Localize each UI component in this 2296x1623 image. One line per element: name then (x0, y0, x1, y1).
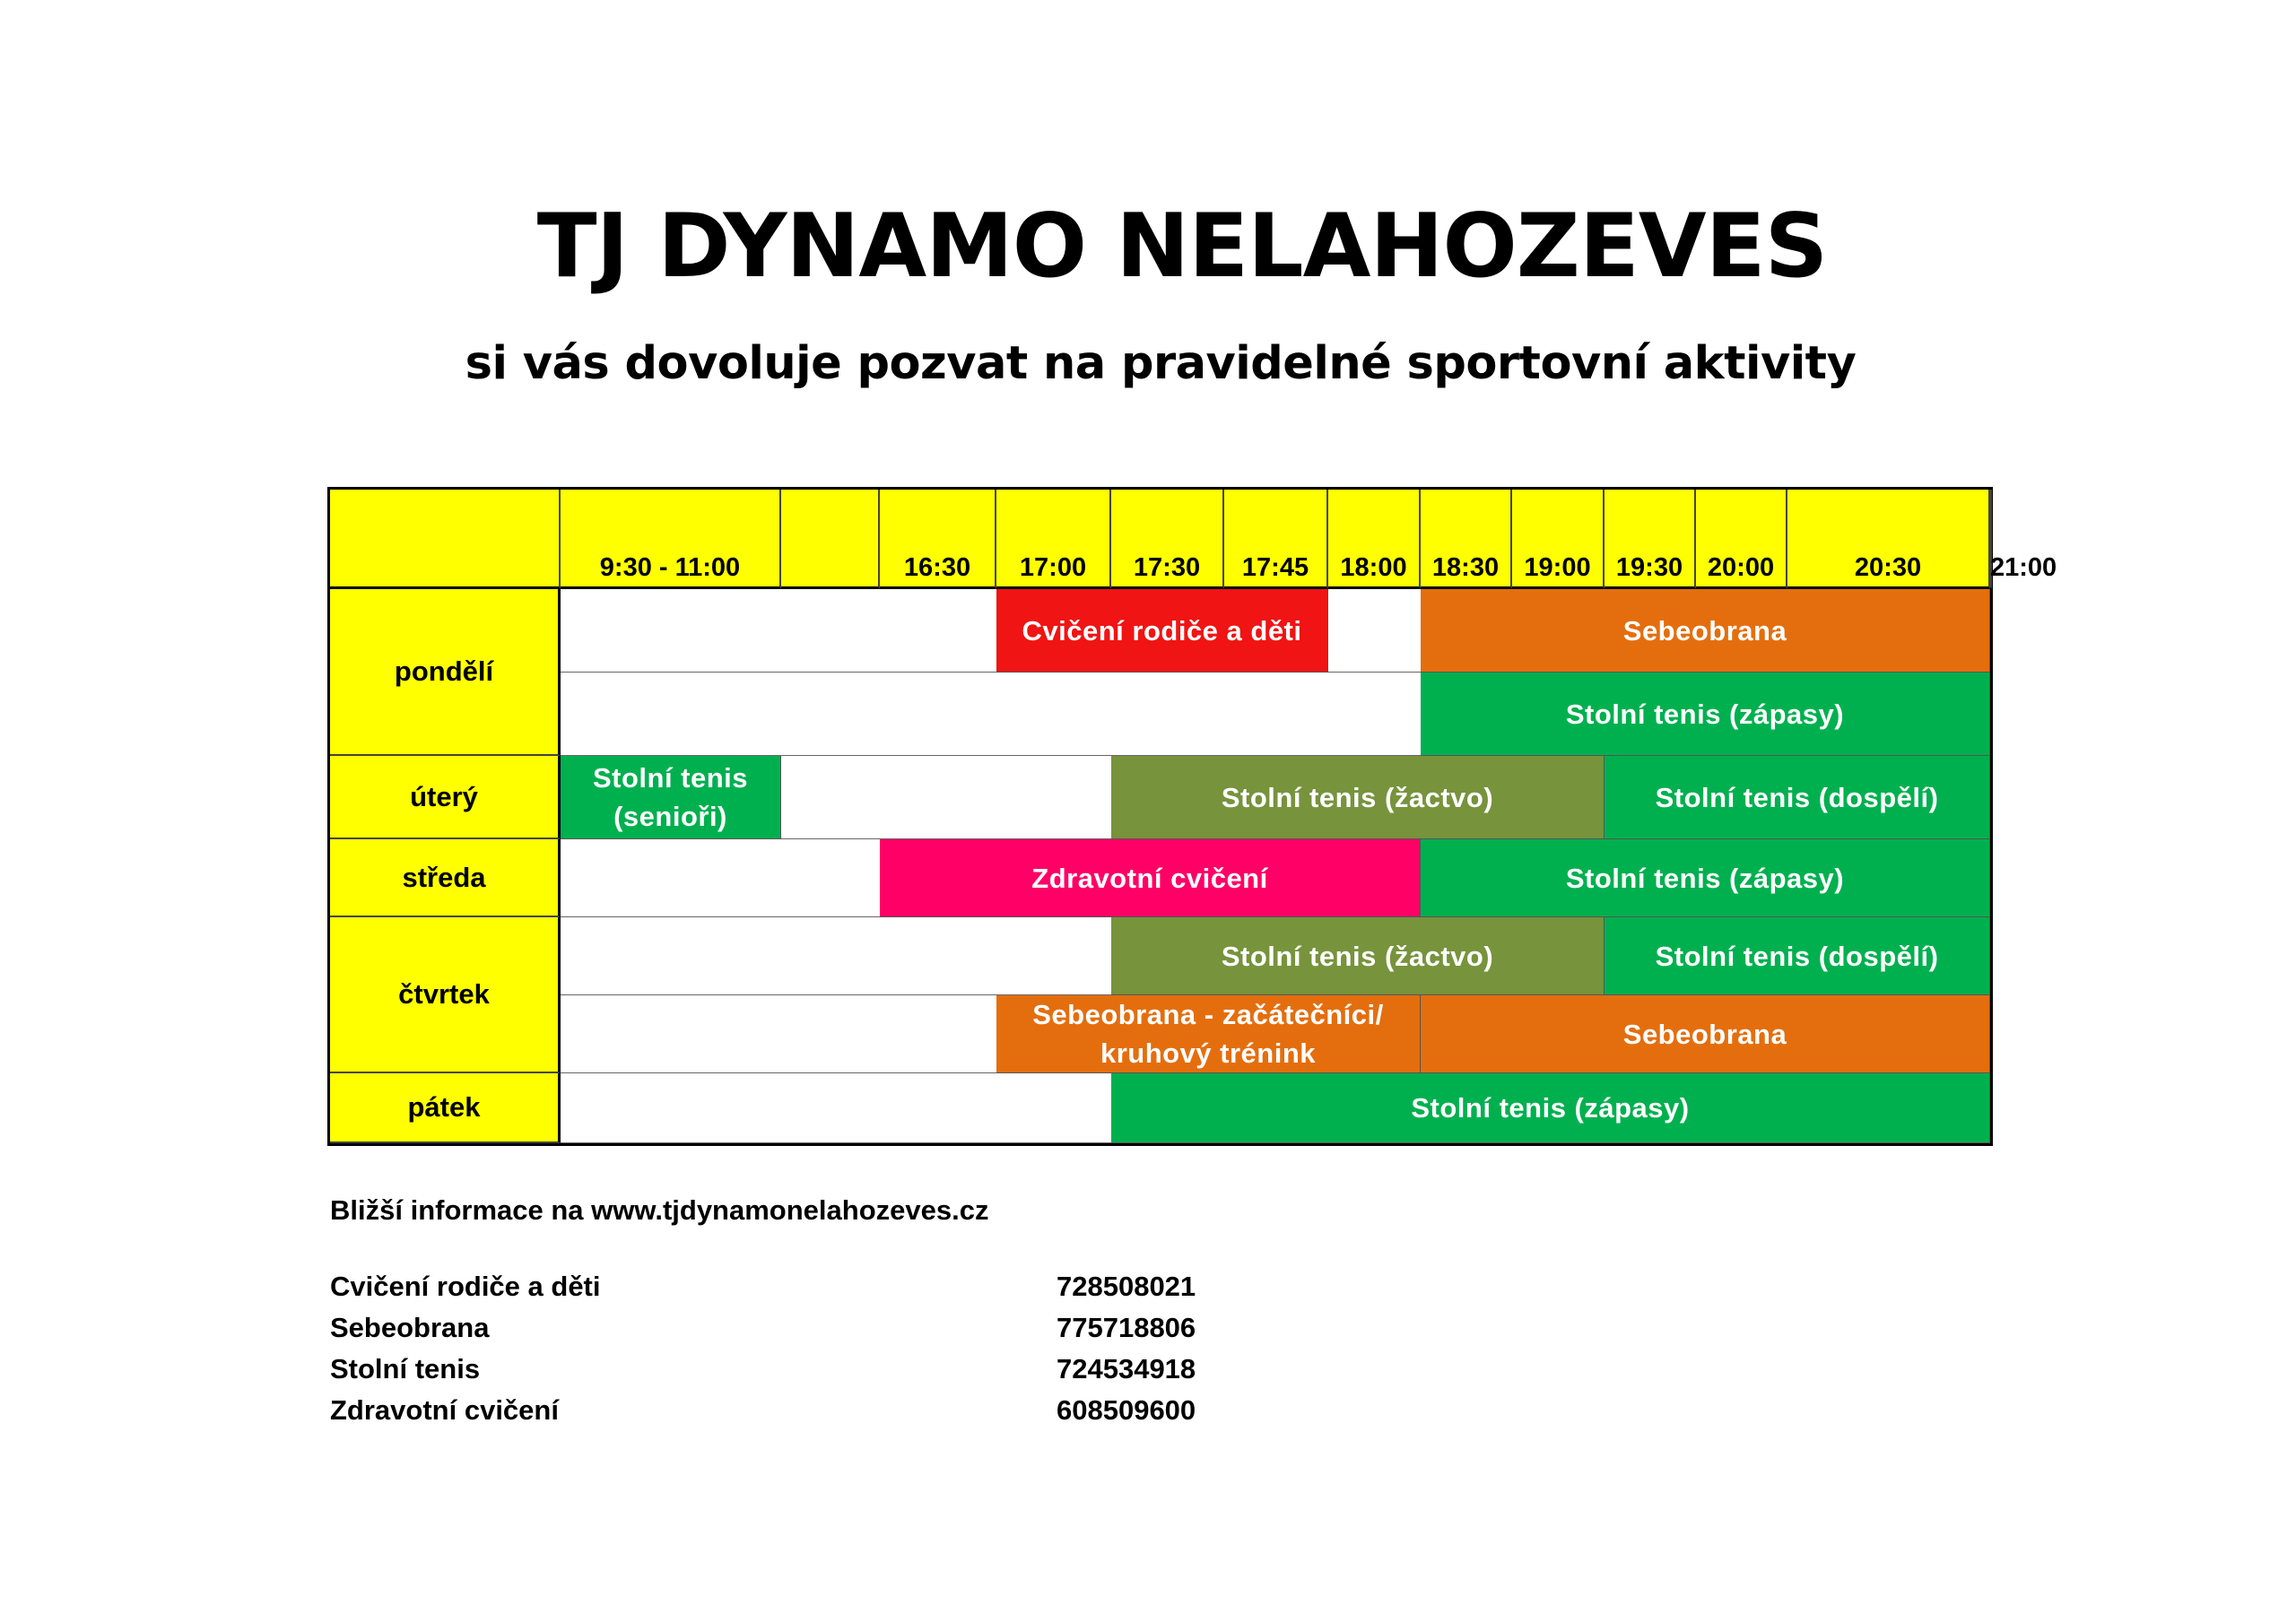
day-label: středa (330, 839, 561, 917)
day-label: čtvrtek (330, 917, 561, 1073)
activity-block: Stolní tenis (žactvo) (1111, 917, 1605, 995)
activity-block: Stolní tenis (dospělí) (1605, 917, 1990, 995)
contact-list (330, 1271, 1317, 1436)
day-label: pátek (330, 1073, 561, 1143)
schedule-table (327, 487, 2057, 1146)
contact-phone: 775718806 (1057, 1312, 1196, 1343)
time-header-cell (1787, 490, 1990, 589)
time-header-cell (880, 490, 996, 589)
time-header-cell (781, 490, 880, 589)
day-label: pondělí (330, 589, 561, 756)
time-label: 18:30 (1431, 553, 1500, 582)
contact-name: Cvičení rodiče a děti (330, 1271, 601, 1302)
info-line: Bližší informace na www.tjdynamonelahozeves.cz (330, 1194, 989, 1226)
time-label: 17:30 (1133, 553, 1201, 582)
time-header-cell (1421, 490, 1512, 589)
contact-name: Sebeobrana (330, 1312, 490, 1343)
activity-block: Stolní tenis (zápasy) (1421, 673, 1990, 756)
time-label: 20:30 (1854, 553, 1922, 582)
time-header-cell (1224, 490, 1328, 589)
activity-block: Stolní tenis (senioři) (561, 756, 781, 839)
time-label: 9:30 - 11:00 (599, 553, 741, 582)
time-header-cell: 21:00 (1990, 490, 1992, 589)
contact-name: Stolní tenis (330, 1353, 481, 1384)
contact-row (330, 1394, 1317, 1436)
activity-block: Stolní tenis (zápasy) (1111, 1073, 1990, 1143)
contact-phone: 724534918 (1057, 1353, 1196, 1384)
time-label: 16:30 (903, 553, 971, 582)
time-label: 20:00 (1707, 553, 1775, 582)
time-label: 17:00 (1019, 553, 1087, 582)
activity-block: Cvičení rodiče a děti (996, 589, 1328, 673)
activity-block: Stolní tenis (žactvo) (1111, 756, 1605, 839)
contact-phone: 608509600 (1057, 1394, 1196, 1426)
time-header-cell (996, 490, 1111, 589)
day-label: úterý (330, 756, 561, 839)
activity-block: Sebeobrana - začátečníci/ kruhový trénink (996, 995, 1421, 1073)
activity-block: Stolní tenis (zápasy) (1421, 839, 1990, 917)
time-label: 18:00 (1340, 553, 1407, 582)
time-header-cell (1111, 490, 1224, 589)
time-header-cell (561, 490, 781, 589)
activity-block: Zdravotní cvičení (880, 839, 1421, 917)
contact-row (330, 1271, 1317, 1312)
time-header-cell (1328, 490, 1421, 589)
time-label: 19:00 (1524, 553, 1591, 582)
contact-row (330, 1312, 1317, 1353)
header-corner (330, 490, 561, 589)
page-subtitle: si vás dovoluje pozvat na pravidelné sportovní aktivity (465, 337, 1857, 390)
time-label: 17:45 (1241, 553, 1309, 582)
time-label: 19:30 (1615, 553, 1683, 582)
page-title: TJ DYNAMO NELAHOZEVES (536, 195, 1828, 298)
contact-row (330, 1353, 1317, 1394)
contact-phone: 728508021 (1057, 1271, 1196, 1302)
time-header-cell (1512, 490, 1605, 589)
activity-block: Sebeobrana (1421, 995, 1990, 1073)
time-header-cell (1605, 490, 1696, 589)
activity-block: Sebeobrana (1421, 589, 1990, 673)
contact-name: Zdravotní cvičení (330, 1394, 559, 1426)
activity-block: Stolní tenis (dospělí) (1605, 756, 1990, 839)
time-header-cell (1696, 490, 1787, 589)
